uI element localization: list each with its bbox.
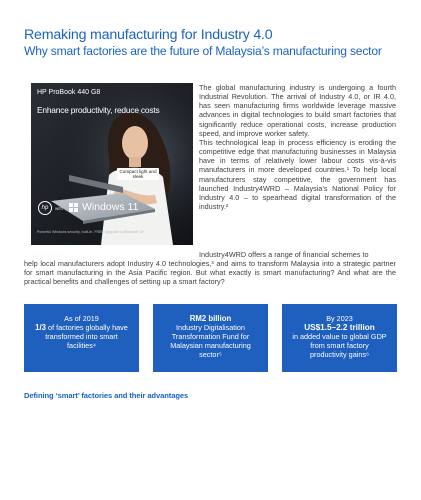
ad-os-name: Windows 11 — [82, 201, 139, 213]
intro-column — [199, 83, 396, 211]
stat-highlight: 1/3 — [35, 323, 47, 333]
page-subtitle: Why smart factories are the future of Malaysia’s manufacturing sector — [24, 44, 382, 58]
stat-text: in added value to global GDP from smart factory productivity gains⁶ — [292, 332, 387, 360]
stat-box-gdp — [282, 304, 397, 372]
stat-text: of factories globally have transformed into smart facilities⁴ — [45, 323, 128, 351]
intro-paragraph-1: The global manufacturing industry is undergoing a fourth Industrial Revolution. The arrival of Industry 4.0, or IR 4.0, has seen manufacturing firms worldwide leverage massive advances in digital technologies to build smart factories that significantly reduce operational costs, increase production speed, and improve worker safety. — [199, 83, 396, 138]
hp-advertisement[interactable] — [31, 83, 193, 245]
intro-paragraph-3-rest: help local manufacturers adopt Industry 4.0 technologies,³ and aims to transform Malaysia into a strategic partner for smart manufacturing in the Asia Pacific region. But what exactly is smart manufacturing? And what are the practical benefits and challenges of setting up a smart factory? — [24, 259, 396, 287]
ad-fine-print: Powerful Windows security, built-in. FREE Upgrade to Windows 11* — [37, 230, 145, 234]
stat-box-factories — [24, 304, 139, 372]
ad-tagline: Enhance productivity, reduce costs — [37, 105, 160, 115]
section-heading: Defining ‘smart’ factories and their advantages — [24, 391, 189, 400]
ad-callout: Compact light and sleek — [117, 168, 159, 180]
ad-model-name: HP ProBook 440 G8 — [37, 89, 101, 96]
page-title: Remaking manufacturing for Industry 4.0 — [24, 27, 273, 43]
stat-lead: As of 2019 — [64, 314, 99, 323]
stat-highlight: US$1.5–2.2 trillion — [304, 323, 375, 333]
stat-text: Industry Digitalisation Transformation Fund for Malaysian manufacturing sector⁵ — [170, 323, 251, 360]
stat-highlight: RM2 billion — [189, 314, 232, 323]
stat-body — [24, 323, 139, 350]
stat-box-fund — [153, 304, 268, 372]
intro-paragraph-2: This technological leap in process efficiency is eroding the competitive edge that manufacturing businesses in Malaysia have in terms of relatively lower labour costs vis-à-vis manufacturers in more developed countries.¹ To help local manufacturers stay competitive, the government has launched Industry4WRD – Malaysia’s National Policy for Industry 4.0 – to spearhead digital transformation of the industry.² — [199, 137, 396, 212]
stat-lead: By 2023 — [326, 314, 353, 323]
intro-paragraph-3 — [24, 250, 396, 287]
windows-logo-icon — [69, 203, 79, 213]
ad-with-label: with — [55, 206, 64, 211]
intro-paragraph-3-line1: Industry4WRD offers a range of financial schemes to — [199, 250, 369, 259]
hp-logo-icon: hp — [38, 201, 52, 215]
stats-row — [24, 304, 397, 372]
